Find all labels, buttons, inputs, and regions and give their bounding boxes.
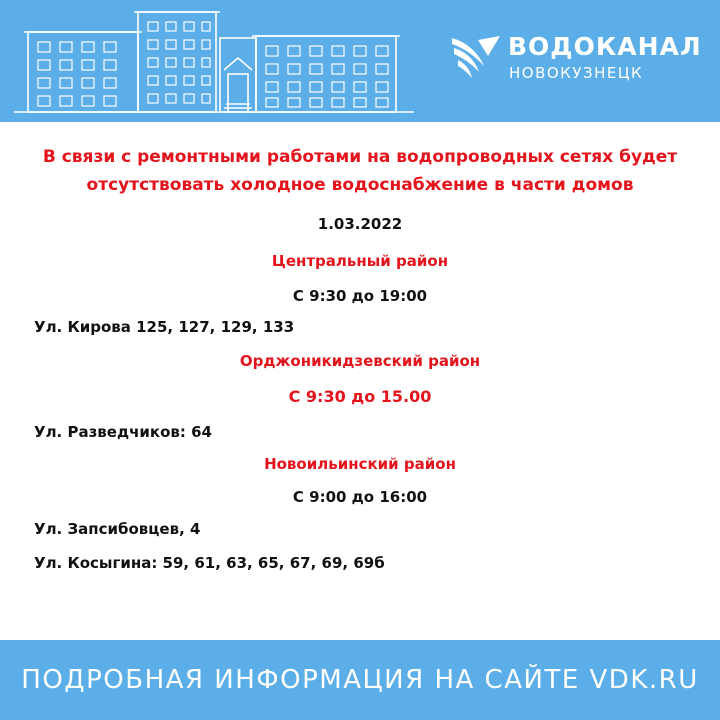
brand-city: НОВОКУЗНЕЦК — [509, 64, 644, 82]
vodokanal-logo-icon — [448, 34, 502, 82]
building-illustration — [14, 8, 414, 114]
district-time: С 9:30 до 15.00 — [288, 387, 432, 406]
district-time: С 9:30 до 19:00 — [292, 287, 428, 305]
brand-name: ВОДОКАНАЛ — [508, 32, 702, 61]
notice-headline-line1: В связи с ремонтными работами на водопроводных сетях будет — [42, 147, 678, 167]
header-banner — [0, 0, 720, 122]
street-list-item: Ул. Запсибовцев, 4 — [34, 520, 201, 538]
notice-body — [0, 122, 720, 640]
notice-headline-line2: отсутствовать холодное водоснабжение в части домов — [86, 175, 634, 195]
district-time: С 9:00 до 16:00 — [292, 488, 428, 506]
street-list-item: Ул. Косыгина: 59, 61, 63, 65, 67, 69, 69б — [34, 554, 385, 572]
district-name: Орджоникидзевский район — [239, 352, 481, 370]
notice-date: 1.03.2022 — [317, 215, 403, 233]
street-list-item: Ул. Кирова 125, 127, 129, 133 — [34, 318, 295, 336]
footer-website-text: ПОДРОБНАЯ ИНФОРМАЦИЯ НА САЙТЕ VDK.RU — [21, 665, 699, 695]
district-name: Новоильинский район — [264, 455, 456, 473]
footer-banner — [0, 640, 720, 720]
street-list-item: Ул. Разведчиков: 64 — [34, 423, 212, 441]
district-name: Центральный район — [271, 252, 449, 270]
